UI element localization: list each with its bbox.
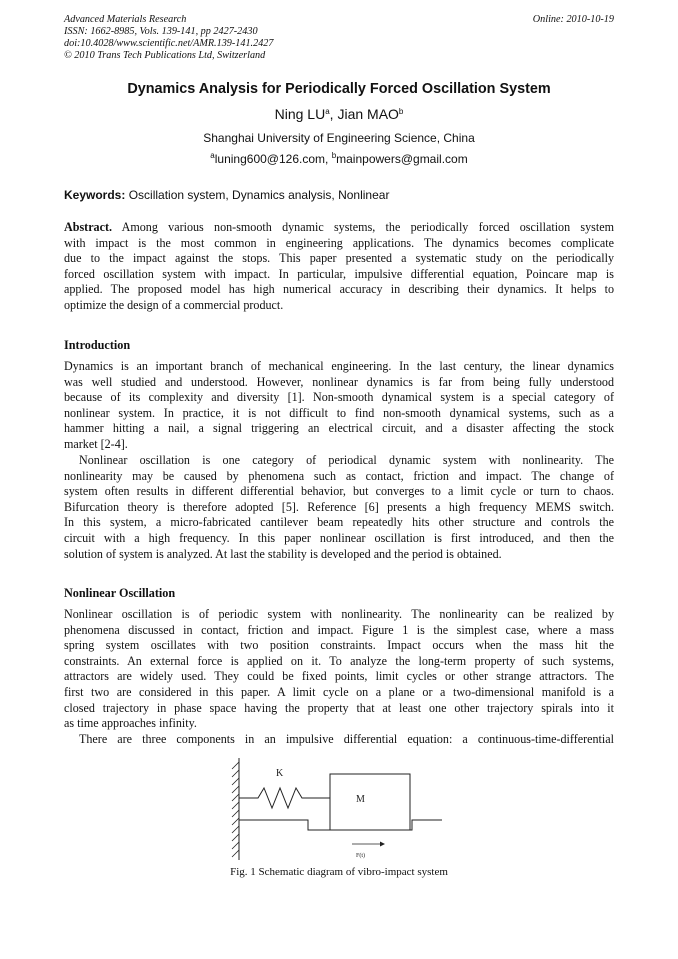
journal-header — [64, 14, 614, 62]
keywords-label: Keywords: — [64, 188, 126, 202]
body-line: nonlinear system. In practice, it is not difficult to find non-smooth dynamical systems, such as a — [64, 405, 614, 420]
abstract-label: Abstract. — [64, 220, 113, 234]
body-line: was well studied and understood. However, nonlinear dynamics is far from being fully understood — [64, 374, 614, 389]
nonlinear-paragraph-1 — [64, 607, 614, 732]
author-line — [0, 106, 678, 122]
body-line: Nonlinear oscillation is of periodic system with nonlinearity. The nonlinearity can be realized by — [64, 607, 614, 621]
abstract-line: forced oscillation system with impact. In particular, impulsive differential equation, Poincare map is — [64, 266, 614, 281]
doi-line: doi:10.4028/www.scientific.net/AMR.139-141.2427 — [64, 38, 274, 49]
body-line: because of its complexity and diversity [1]. Non-smooth dynamical system is a special category of — [64, 390, 614, 405]
force-arrowhead — [380, 842, 385, 847]
body-line: Bifurcation theory is therefore adopted [5]. Reference [6] presents a high frequency MEMS switch. — [64, 499, 614, 514]
body-line: first two are considered in this paper. A limit cycle on a plane or a two-dimensional manifold is a — [64, 684, 614, 699]
abstract-line-text: Among various non-smooth dynamic systems, the periodically forced oscillation system — [112, 220, 614, 234]
body-line: circuit with a high frequency. In this paper nonlinear oscillation is first introduced, and then the — [64, 530, 614, 545]
body-line: Dynamics is an important branch of mechanical engineering. In the last century, the linear dynamics — [64, 359, 614, 373]
email-line — [0, 152, 678, 166]
journal-name: Advanced Materials Research — [64, 14, 187, 25]
author-2-sup: b — [398, 107, 404, 116]
spring — [239, 788, 330, 808]
intro-paragraph-1 — [64, 359, 614, 453]
constraint-left — [239, 820, 330, 830]
email-a-sup: a — [210, 151, 215, 160]
email-a: luning600@126.com, — [214, 152, 332, 166]
issn-line: ISSN: 1662-8985, Vols. 139-141, pp 2427-2430 — [64, 26, 258, 37]
constraint-right — [410, 820, 442, 830]
figure-1 — [230, 756, 450, 864]
abstract-line: optimize the design of a commercial product. — [64, 297, 284, 312]
introduction-heading: Introduction — [64, 338, 131, 352]
body-line: In this system, a micro-fabricated cantilever beam repeatedly hits other structure and controls the — [64, 515, 614, 530]
abstract-line — [64, 220, 614, 236]
nonlinear-paragraph-2 — [64, 732, 614, 748]
body-line: phenomena discussed in contact, friction and impact. Figure 1 is the simplest case, where a mass — [64, 622, 614, 637]
mass-block — [330, 774, 410, 830]
abstract-line: applied. The proposed model has high numerical accuracy in describing their dynamics. It helps to — [64, 282, 614, 297]
abstract-paragraph — [64, 220, 614, 314]
affiliation: Shanghai University of Engineering Science, China — [203, 131, 475, 145]
body-line: solution of system is analyzed. At last the stability is developed and the period is obtained. — [64, 546, 502, 561]
figure-1-caption: Fig. 1 Schematic diagram of vibro-impact system — [230, 866, 448, 878]
intro-paragraph-2 — [64, 453, 614, 562]
author-2: Jian MAO — [337, 106, 399, 122]
author-1-sup: a — [325, 107, 330, 116]
author-1: Ning LU — [274, 106, 326, 122]
abstract-line: due to the impact against the stops. This paper presented a systematic study on the periodically — [64, 251, 614, 266]
email-b-sup: b — [331, 151, 337, 160]
body-line: closed trajectory in phase space having the property that at least one other trajectory spirals into it — [64, 700, 614, 715]
body-line: There are three components in an impulsive differential equation: a continuous-time-differential — [79, 732, 614, 746]
body-line: system often results in different differential behavior, but converges to a limit cycle or turn to chaos. — [64, 484, 614, 499]
force-label: F(t) — [356, 853, 365, 859]
body-line: market [2-4]. — [64, 436, 128, 451]
paper-title: Dynamics Analysis for Periodically Forced Oscillation System — [127, 81, 551, 97]
abstract-line: with impact is the most common in engineering applications. The dynamics becomes complicate — [64, 235, 614, 250]
mass-label: M — [356, 794, 365, 805]
body-line: constraints. An external force is applied on it. To analyze the long-term property of such systems, — [64, 653, 614, 668]
body-line: spring system oscillates with two position constraints. Impact occurs when the mass hit the — [64, 638, 614, 653]
author-separator: , — [329, 106, 338, 122]
body-line: hammer hitting a nail, a signal triggering an electrical circuit, and a disaster affecting the stock — [64, 421, 614, 436]
online-date: Online: 2010-10-19 — [532, 14, 614, 25]
body-line: nonlinearity may be caused by phenomena such as contact, friction and impact. The change of — [64, 468, 614, 483]
vibro-impact-diagram — [230, 756, 450, 864]
copyright-line: © 2010 Trans Tech Publications Ltd, Switzerland — [64, 50, 266, 61]
wall-hatching — [232, 762, 239, 857]
keywords-text: Oscillation system, Dynamics analysis, Nonlinear — [125, 188, 390, 202]
spring-label: K — [276, 768, 284, 779]
body-line: Nonlinear oscillation is one category of periodical dynamic system with nonlinearity. The — [79, 453, 614, 467]
email-b: mainpowers@gmail.com — [336, 152, 468, 166]
body-line: as time approaches infinity. — [64, 716, 197, 731]
nonlinear-heading: Nonlinear Oscillation — [64, 586, 176, 600]
keywords — [64, 188, 614, 202]
body-line: attractors are widely used. They could be fixed points, limit cycles or other strange attractors. The — [64, 669, 614, 684]
